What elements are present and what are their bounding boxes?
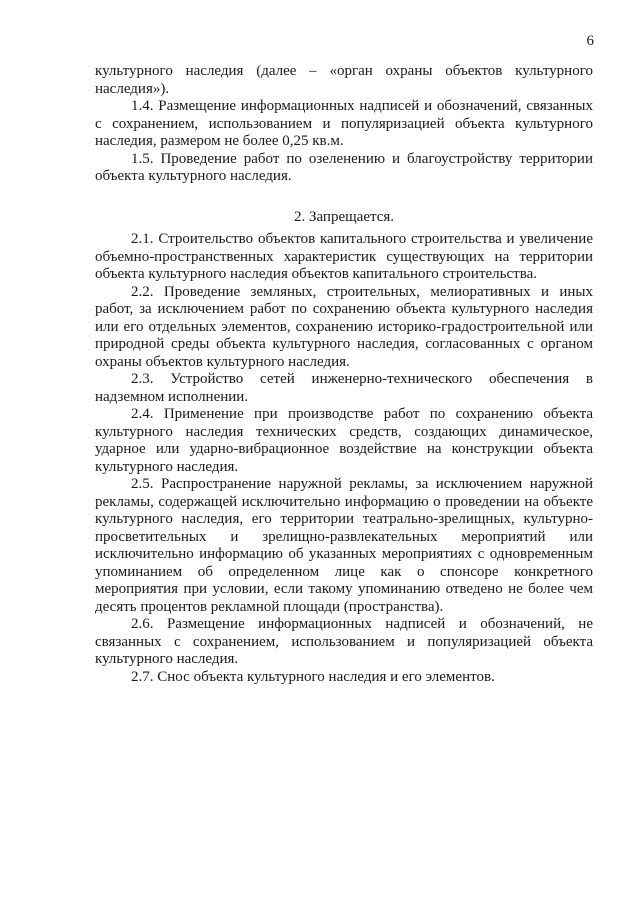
section-heading: 2. Запрещается. bbox=[293, 208, 395, 225]
paragraph-2-1: 2.1. Строительство объектов капитального строительства и увеличение объемно-пространственных характеристик существующих на территории объекта культурного наследия объектов капитального строительства. bbox=[95, 231, 593, 282]
paragraph-2-7: 2.7. Снос объекта культурного наследия и его элементов. bbox=[131, 668, 495, 685]
paragraph-1-4: 1.4. Размещение информационных надписей и обозначений, связанных с сохранением, использованием и популяризацией объекта культурного наследия, размером не более 0,25 кв.м. bbox=[95, 98, 593, 149]
page-number: 6 bbox=[586, 33, 594, 49]
document-body bbox=[95, 63, 593, 686]
paragraph-continuation: культурного наследия (далее – «орган охраны объектов культурного наследия»). bbox=[95, 63, 593, 97]
paragraph-2-3: 2.3. Устройство сетей инженерно-технического обеспечения в надземном исполнении. bbox=[95, 371, 593, 405]
paragraph-2-4: 2.4. Применение при производстве работ по сохранению объекта культурного наследия технических средств, создающих динамическое, ударное или ударно-вибрационное воздействие на конструкции объекта культурного наследия. bbox=[95, 406, 593, 475]
paragraph-2-6: 2.6. Размещение информационных надписей и обозначений, не связанных с сохранением, использованием и популяризацией объекта культурного наследия. bbox=[95, 616, 593, 667]
paragraph-2-5: 2.5. Распространение наружной рекламы, за исключением наружной рекламы, содержащей исключительно информацию о проведении на объекте культурного наследия, его территории театрально-зрелищных, культурно-просветительных и зрелищно-развлекательных мероприятий или исключительно информацию об указанных мероприятиях с одновременным упоминанием об определенном лице как о спонсоре конкретного мероприятия при условии, если такому упоминанию отведено не более чем десять процентов рекламной площади (пространства). bbox=[95, 476, 593, 615]
paragraph-2-2: 2.2. Проведение земляных, строительных, мелиоративных и иных работ, за исключением работ по сохранению объекта культурного наследия или его отдельных элементов, сохранению историко-градостроительной или природной среды объекта культурного наследия, согласованных с органом охраны объектов культурного наследия. bbox=[95, 283, 593, 370]
paragraph-1-5: 1.5. Проведение работ по озеленению и благоустройству территории объекта культурного наследия. bbox=[95, 150, 593, 184]
